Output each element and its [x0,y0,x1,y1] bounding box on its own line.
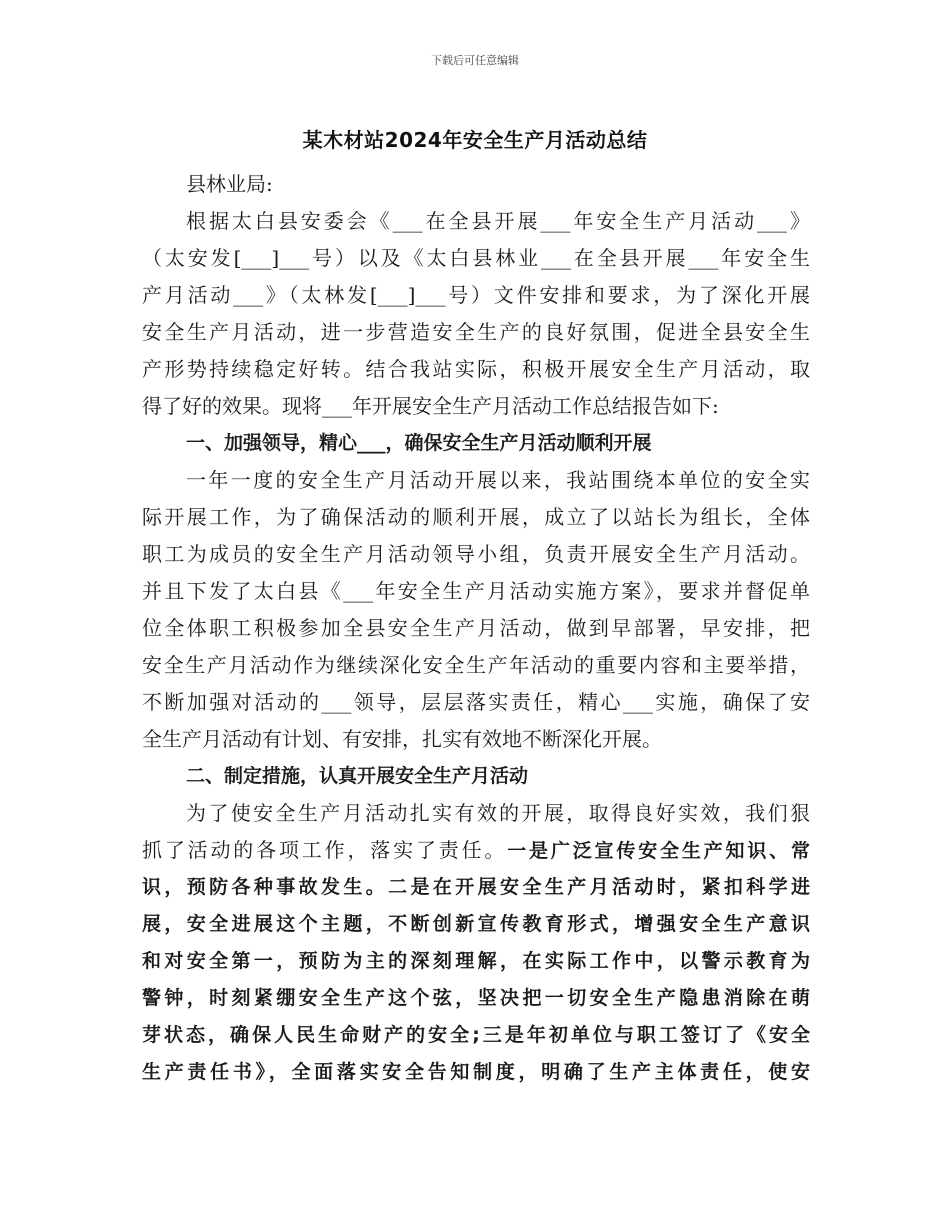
paragraph-line: 为了使安全生产月活动扎实有效的开展，取得良好实效，我们狠 [186,801,810,825]
paragraph-intro [142,203,810,425]
paragraph-bold-text: 一是广泛宣传安全生产知识、常 [507,840,810,862]
paragraph-line: 一年一度的安全生产月活动开展以来，我站围绕本单位的安全实 [186,468,810,492]
paragraph-line: 位全体职工积极参加全县安全生产月活动，做到早部署，早安排，把 [142,616,810,640]
paragraph-section-1 [142,462,810,758]
paragraph-line: 产形势持续稳定好转。结合我站实际，积极开展安全生产月活动，取 [142,357,810,381]
paragraph-line: 根据太白县安委会《___在全县开展___年安全生产月活动___》 [186,209,810,233]
paragraph-line: 安全生产月活动作为继续深化安全生产年活动的重要内容和主要举措， [142,653,810,677]
salutation: 县林业局: [186,172,273,196]
paragraph-line: （太安发[___]___号）以及《太白县林业___在全县开展___年安全生 [142,246,810,270]
paragraph-line: 产月活动___》（太林发[___]___号）文件安排和要求，为了深化开展 [142,283,810,307]
section-heading-2: 二、制定措施，认真开展安全生产月活动 [186,765,529,787]
page-header-note: 下载后可任意编辑 [431,54,519,67]
paragraph-line-mixed [142,832,810,869]
paragraph-line: 不断加强对活动的___领导，层层落实责任，精心___实施，确保了安 [142,690,810,714]
paragraph-line: 全生产月活动有计划、有安排，扎实有效地不断深化开展。 [142,727,662,751]
paragraph-bold-line: 识，预防各种事故发生。二是在开展安全生产月活动时，紧扣科学进 [142,876,810,898]
paragraph-text: 抓了活动的各项工作，落实了责任。 [142,838,508,862]
paragraph-bold-line: 警钟，时刻紧绷安全生产这个弦，坚决把一切安全生产隐患消除在萌 [142,987,810,1009]
section-heading-1: 一、加强领导，精心___，确保安全生产月活动顺利开展 [186,432,652,454]
paragraph-bold-line: 生产责任书》，全面落实安全告知制度，明确了生产主体责任，使安 [142,1061,810,1083]
paragraph-bold-line: 展，安全进展这个主题，不断创新宣传教育形式，增强安全生产意识 [142,913,810,935]
paragraph-bold-line: 和对安全第一，预防为主的深刻理解，在实际工作中，以警示教育为 [142,950,810,972]
paragraph-line: 得了好的效果。现将___年开展安全生产月活动工作总结报告如下: [142,394,719,418]
paragraph-bold-line: 芽状态，确保人民生命财产的安全;三是年初单位与职工签订了《安全 [142,1024,810,1046]
document-title: 某木材站2024年安全生产月活动总结 [302,128,648,152]
paragraph-section-2 [142,795,810,1091]
paragraph-line: 际开展工作，为了确保活动的顺利开展，成立了以站长为组长，全体 [142,505,810,529]
document-body [142,166,810,1091]
paragraph-line: 安全生产月活动，进一步营造安全生产的良好氛围，促进全县安全生 [142,320,810,344]
paragraph-line: 并且下发了太白县《___年安全生产月活动实施方案》，要求并督促单 [142,579,810,603]
paragraph-line: 职工为成员的安全生产月活动领导小组，负责开展安全生产月活动。 [142,542,810,566]
